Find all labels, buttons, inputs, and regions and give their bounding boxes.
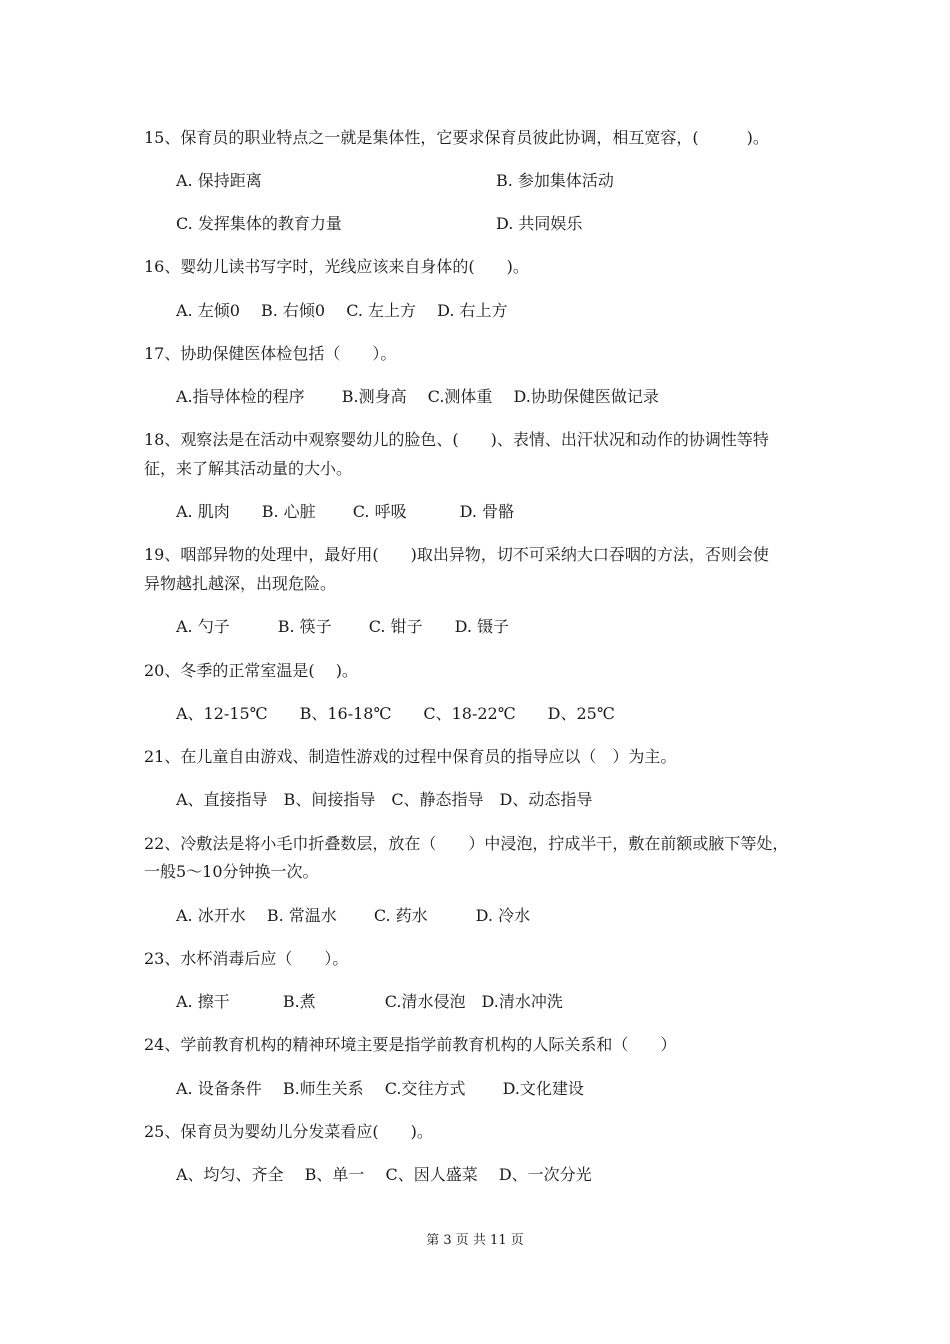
- question-21-stem: 21、在儿童自由游戏、制造性游戏的过程中保育员的指导应以（ ）为主。: [144, 747, 677, 766]
- question-22-stem-line-1: 22、冷敷法是将小毛巾折叠数层，放在（ ）中浸泡，拧成半干，敷在前额或腋下等处，: [144, 834, 789, 853]
- question-22-stem-line-2: 一般5～10分钟换一次。: [144, 862, 319, 881]
- question-25-options: A、均匀、齐全 B、单一 C、因人盛菜 D、一次分光: [176, 1165, 592, 1184]
- question-24-options: A. 设备条件 B.师生关系 C.交往方式 D.文化建设: [176, 1079, 584, 1098]
- question-23-options: A. 擦干 B.煮 C.清水侵泡 D.清水冲洗: [176, 992, 563, 1011]
- question-20-options: A、12-15℃ B、16-18℃ C、18-22℃ D、25℃: [176, 704, 615, 723]
- question-21-options: A、直接指导 B、间接指导 C、静态指导 D、动态指导: [176, 790, 593, 809]
- question-22-options: A. 冰开水 B. 常温水 C. 药水 D. 冷水: [176, 906, 531, 925]
- question-15-option-b: B. 参加集体活动: [496, 171, 614, 190]
- question-23-stem: 23、水杯消毒后应（ ）。: [144, 949, 349, 968]
- question-16-options: A. 左倾0 B. 右倾0 C. 左上方 D. 右上方: [176, 301, 508, 320]
- question-19-stem-line-1: 19、咽部异物的处理中，最好用( )取出异物，切不可采纳大口吞咽的方法，否则会使: [144, 545, 769, 564]
- question-19-stem-line-2: 异物越扎越深，出现危险。: [144, 574, 337, 593]
- question-17-stem: 17、协助保健医体检包括（ ）。: [144, 344, 397, 363]
- question-15-stem: 15、保育员的职业特点之一就是集体性，它要求保育员彼此协调，相互宽容，( )。: [144, 128, 769, 147]
- question-18-stem-line-1: 18、观察法是在活动中观察婴幼儿的脸色、( )、表情、出汗状况和动作的协调性等特: [144, 430, 769, 449]
- question-25-stem: 25、保育员为婴幼儿分发菜看应( )。: [144, 1122, 433, 1141]
- question-17-options: A.指导体检的程序 B.测身高 C.测体重 D.协助保健医做记录: [176, 387, 659, 406]
- question-24-stem: 24、学前教育机构的精神环境主要是指学前教育机构的人际关系和（ ）: [144, 1035, 677, 1054]
- page-footer: 第 3 页 共 11 页: [426, 1233, 524, 1248]
- question-18-stem-line-2: 征，来了解其活动量的大小。: [144, 459, 353, 478]
- question-19-options: A. 勺子 B. 筷子 C. 钳子 D. 镊子: [176, 617, 510, 636]
- question-20-stem: 20、冬季的正常室温是( )。: [144, 661, 358, 680]
- question-15-option-d: D. 共同娱乐: [496, 214, 583, 233]
- question-16-stem: 16、婴幼儿读书写字时，光线应该来自身体的( )。: [144, 257, 529, 276]
- question-18-options: A. 肌肉 B. 心脏 C. 呼吸 D. 骨骼: [176, 502, 515, 521]
- question-15-option-a: A. 保持距离: [176, 171, 262, 190]
- question-15-option-c: C. 发挥集体的教育力量: [176, 214, 342, 233]
